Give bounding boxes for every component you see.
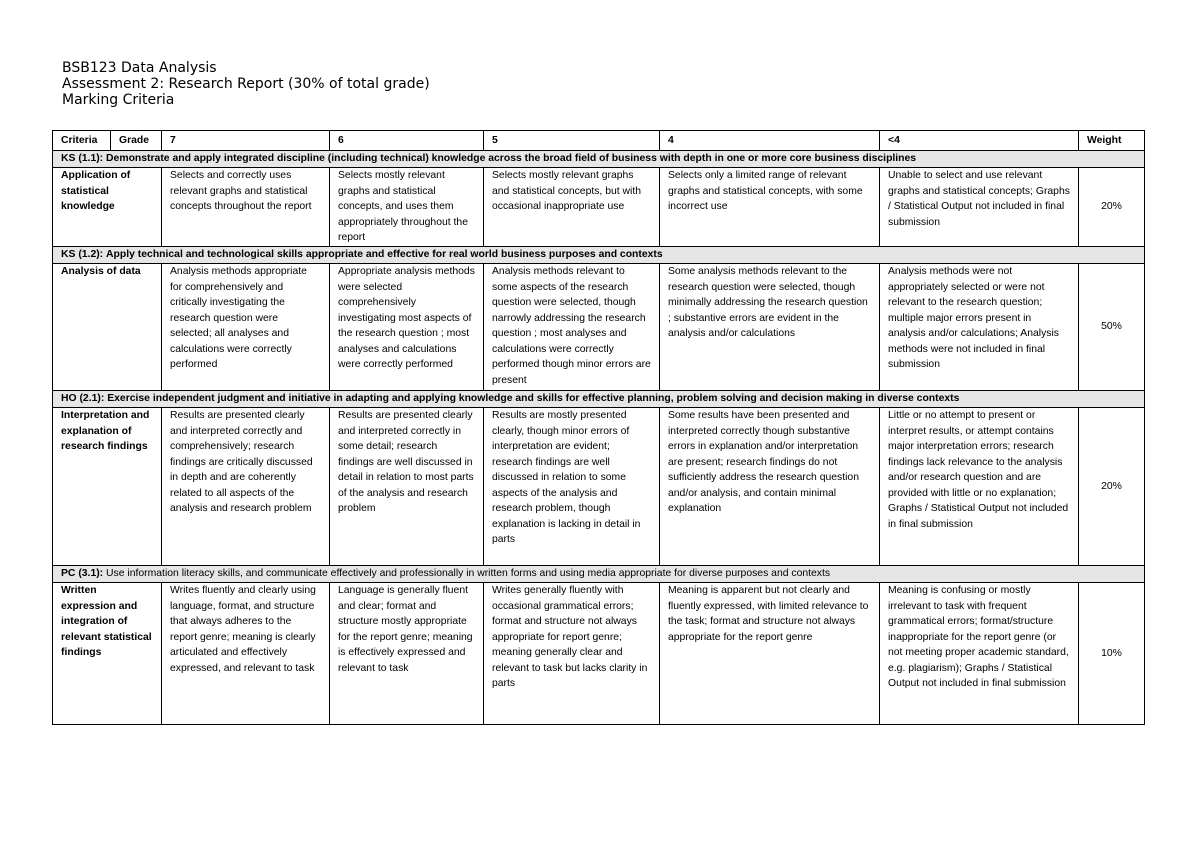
section-description: Exercise independent judgment and initiative in adapting and applying knowledge and skills for effective planning, problem solving and decision making in diverse contexts	[107, 393, 960, 405]
descriptor-grade-5: Analysis methods relevant to some aspects of the research question were selected, though narrowly addressing the research question ; most analyses and calculations were correctly performed though minor errors are present	[484, 264, 660, 391]
section-heading-row	[53, 151, 1145, 168]
assessment-title: Assessment 2: Research Report (30% of total grade)	[62, 76, 430, 92]
unit-title: BSB123 Data Analysis	[62, 60, 217, 76]
table-header-row	[53, 131, 1145, 151]
descriptor-grade-4: Some analysis methods relevant to the research question were selected, though minimally addressing the research question ; substantive errors are evident in the analysis and/or calculations	[660, 264, 880, 391]
descriptor-grade-5: Writes generally fluently with occasional grammatical errors; format and structure not always appropriate for report genre; meaning generally clear and relevant to task but lacks clarity in parts	[484, 583, 660, 725]
section-heading-row	[53, 566, 1145, 583]
section-code: HO (2.1):	[61, 393, 105, 405]
header-grade-7: 7	[162, 131, 330, 151]
section-description: Demonstrate and apply integrated discipline (including technical) knowledge across the broad field of business with depth in one or more core business disciplines	[106, 153, 917, 165]
section-heading	[53, 391, 1145, 408]
header-grade-5: 5	[484, 131, 660, 151]
descriptor-grade-6: Appropriate analysis methods were selected comprehensively investigating most aspects of the research question ; most analyses and calculations were correctly performed	[330, 264, 484, 391]
section-code: KS (1.2):	[61, 249, 104, 261]
descriptor-grade-6: Results are presented clearly and interpreted correctly in some detail; research findings are well discussed in detail in relation to most parts of the analysis and research problem	[330, 408, 484, 566]
marking-criteria-title: Marking Criteria	[62, 92, 175, 108]
section-description: Apply technical and technological skills appropriate and effective for real world business purposes and contexts	[106, 249, 663, 261]
descriptor-grade-6: Selects mostly relevant graphs and statistical concepts, and uses them appropriately throughout the report	[330, 168, 484, 247]
criterion-weight: 20%	[1079, 168, 1145, 247]
descriptor-grade-7: Writes fluently and clearly using language, format, and structure that always adheres to the report genre; meaning is clearly articulated and effectively expressed, and relevant to task	[162, 583, 330, 725]
document-heading	[62, 60, 430, 108]
descriptor-grade-4: Some results have been presented and interpreted correctly though substantive errors in explanation and/or interpretation are present; research findings do not sufficiently address the research question and/or analysis, and contain minimal explanation	[660, 408, 880, 566]
marking-criteria-table	[52, 130, 1145, 725]
criterion-name: Application of statistical knowledge	[53, 168, 162, 247]
header-grade-4: 4	[660, 131, 880, 151]
section-code: PC (3.1):	[61, 568, 104, 580]
section-heading	[53, 566, 1145, 583]
section-heading	[53, 151, 1145, 168]
header-grade-below-4: <4	[880, 131, 1079, 151]
criterion-row	[53, 408, 1145, 566]
descriptor-grade-5: Results are mostly presented clearly, though minor errors of interpretation are evident; research findings are well discussed in relation to some aspects of the analysis and research problem, though explanation is lacking in detail in parts	[484, 408, 660, 566]
header-weight: Weight	[1079, 131, 1145, 151]
descriptor-grade-7: Results are presented clearly and interpreted correctly and comprehensively; research findings are critically discussed in depth and are coherently related to all aspects of the analysis and research problem	[162, 408, 330, 566]
header-grade: Grade	[111, 131, 162, 151]
descriptor-grade-6: Language is generally fluent and clear; format and structure mostly appropriate for the report genre; meaning is effectively expressed and relevant to task	[330, 583, 484, 725]
criterion-weight: 20%	[1079, 408, 1145, 566]
criterion-row	[53, 264, 1145, 391]
criterion-name: Analysis of data	[53, 264, 162, 391]
criterion-name: Written expression and integration of relevant statistical findings	[53, 583, 162, 725]
criterion-weight: 50%	[1079, 264, 1145, 391]
descriptor-grade-4: Selects only a limited range of relevant graphs and statistical concepts, with some incorrect use	[660, 168, 880, 247]
descriptor-grade-below-4: Meaning is confusing or mostly irrelevant to task with frequent grammatical errors; format/structure inappropriate for the report genre (or not meeting proper academic standard, e.g. plagiarism); Graphs / Statistical Output not included in final submission	[880, 583, 1079, 725]
criterion-weight: 10%	[1079, 583, 1145, 725]
descriptor-grade-7: Selects and correctly uses relevant graphs and statistical concepts throughout the report	[162, 168, 330, 247]
criterion-row	[53, 168, 1145, 247]
section-code: KS (1.1):	[61, 153, 104, 165]
descriptor-grade-below-4: Little or no attempt to present or interpret results, or attempt contains major interpretation errors; research findings lack relevance to the analysis and/or research question and are provided with little or no explanation; Graphs / Statistical Output not included in final submission	[880, 408, 1079, 566]
header-criteria: Criteria	[53, 131, 111, 151]
descriptor-grade-below-4: Analysis methods were not appropriately selected or were not relevant to the research question; multiple major errors present in analysis and/or calculations; Analysis methods were not included in final submission	[880, 264, 1079, 391]
criterion-name: Interpretation and explanation of research findings	[53, 408, 162, 566]
section-heading-row	[53, 391, 1145, 408]
section-heading	[53, 247, 1145, 264]
section-description: Use information literacy skills, and communicate effectively and professionally in written forms and using media appropriate for diverse purposes and contexts	[106, 568, 831, 580]
descriptor-grade-5: Selects mostly relevant graphs and statistical concepts, but with occasional inappropriate use	[484, 168, 660, 247]
section-heading-row	[53, 247, 1145, 264]
descriptor-grade-4: Meaning is apparent but not clearly and fluently expressed, with limited relevance to the task; format and structure not always appropriate for the report genre	[660, 583, 880, 725]
criterion-row	[53, 583, 1145, 725]
header-grade-6: 6	[330, 131, 484, 151]
descriptor-grade-below-4: Unable to select and use relevant graphs and statistical concepts; Graphs / Statistical Output not included in final submission	[880, 168, 1079, 247]
descriptor-grade-7: Analysis methods appropriate for comprehensively and critically investigating the research question were selected; all analyses and calculations were correctly performed	[162, 264, 330, 391]
